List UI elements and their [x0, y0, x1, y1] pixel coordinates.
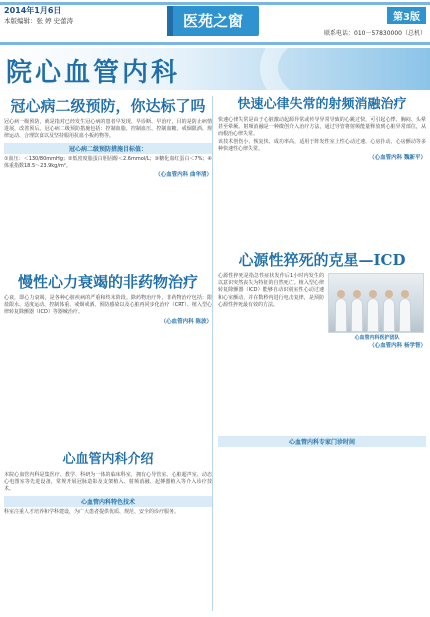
page-number-badge: 第3版	[387, 7, 426, 24]
article-paragraph: 冠心病一级预防，就是指对已经发生冠心病的患者早发现、早诊断、早治疗，目的是防止病情进展，改善预后。冠心病二级预防措施包括：控制血脂、控制血压、控制血糖、戒烟限酒、规律运动、合理饮食以及坚持服用抗血小板药物等。	[4, 119, 212, 140]
contact-phone: 联系电话：010－57830000（总机）	[324, 30, 426, 37]
article-heart-failure	[4, 272, 212, 447]
article-paragraph: ①血压：＜130/80mmHg；②低密度脂蛋白胆固醇＜2.6mmol/L；③糖化血红蛋白＜7%；④体重指数18.5～23.9kg/m²。	[4, 155, 212, 169]
article-byline: （心血管内科 曲华清）	[155, 172, 212, 179]
article-icd	[218, 250, 426, 430]
article-paragraph: 快速心律失常是由于心脏激动起源异常或传导异常导致的心跳过快，可引起心悸、胸闷、头晕甚至晕厥。射频消融是一种微创介入治疗方法，通过导管将射频能量释放到心脏异常部位，从而根治心律失常。	[218, 117, 426, 138]
article-cad-prevention	[4, 96, 212, 268]
photo-caption: 心血管内科医护团队	[354, 335, 400, 341]
masthead-bottom-rule	[0, 42, 430, 45]
article-byline: （心血管内科 杨学智）	[369, 343, 426, 349]
article-paragraph: 心衰，即心力衰竭，是各种心脏疾病的严重和终末阶段。除药物治疗外，非药物治疗包括：限盐限水、适度运动、控制体重、戒烟戒酒、预防感染以及心脏再同步化治疗（CRT）、植入型心律转复除颤器（ICD）等器械治疗。	[4, 295, 212, 316]
banner-title: 院心血管内科	[6, 58, 181, 88]
article-box-title: 心血管内科特色技术	[4, 496, 212, 507]
article-byline: （心血管内科 陈波）	[160, 318, 212, 325]
article-paragraph: 心源性猝死是指急性症状发作后1小时内发生的以意识突然丧失为特征的自然死亡。植入型心律转复除颤器（ICD）能够自动识别室性心动过速和心室颤动，并在数秒内进行电击复律，是预防心源性猝死最有效的方法。	[218, 273, 324, 308]
issue-date: 2014年1月6日	[4, 6, 62, 15]
article-paragraph: 该技术创伤小、恢复快、成功率高，适用于阵发性室上性心动过速、心房扑动、心房颤动等多种快速性心律失常。	[218, 138, 426, 152]
article-title: 心血管内科介绍	[62, 452, 154, 467]
article-byline: （心血管内科 魏新平）	[369, 155, 426, 162]
article-department-intro	[4, 451, 212, 611]
masthead-left	[4, 6, 144, 26]
article-clinic-hours	[218, 434, 426, 604]
article-title: 慢性心力衰竭的非药物治疗	[17, 273, 198, 291]
section-logo: 医苑之窗	[167, 6, 259, 36]
article-box-title: 冠心病二级预防措施目标值：	[4, 143, 212, 154]
editor-credits: 本版编辑：张 婷 史蕾涛	[4, 17, 74, 25]
article-paragraph: 本院心血管内科是集医疗、教学、科研为一体的临床科室，拥有心导管室、心脏超声室、动态心电图室等先进设备，常规开展冠脉造影及支架植入、射频消融、起搏器植入等介入诊疗技术。	[4, 472, 212, 493]
article-title: 心源性猝死的克星—ICD	[238, 251, 406, 269]
masthead	[0, 0, 430, 46]
team-photo-block	[328, 273, 426, 341]
masthead-right	[286, 5, 426, 37]
article-paragraph: 科室注重人才培养和学科建设，为广大患者提供优质、规范、安全的诊疗服务。	[4, 508, 180, 515]
article-arrhythmia-ablation	[218, 96, 426, 246]
right-column	[218, 96, 426, 604]
article-title: 冠心病二级预防，你达标了吗	[10, 97, 206, 115]
column-divider	[212, 96, 213, 611]
department-banner	[0, 48, 430, 90]
article-box-title: 心血管内科专家门诊时间	[218, 436, 426, 447]
left-column	[4, 96, 212, 611]
team-photo	[328, 273, 424, 333]
banner-decoration	[260, 48, 430, 90]
article-title: 快速心律失常的射频消融治疗	[237, 97, 407, 112]
